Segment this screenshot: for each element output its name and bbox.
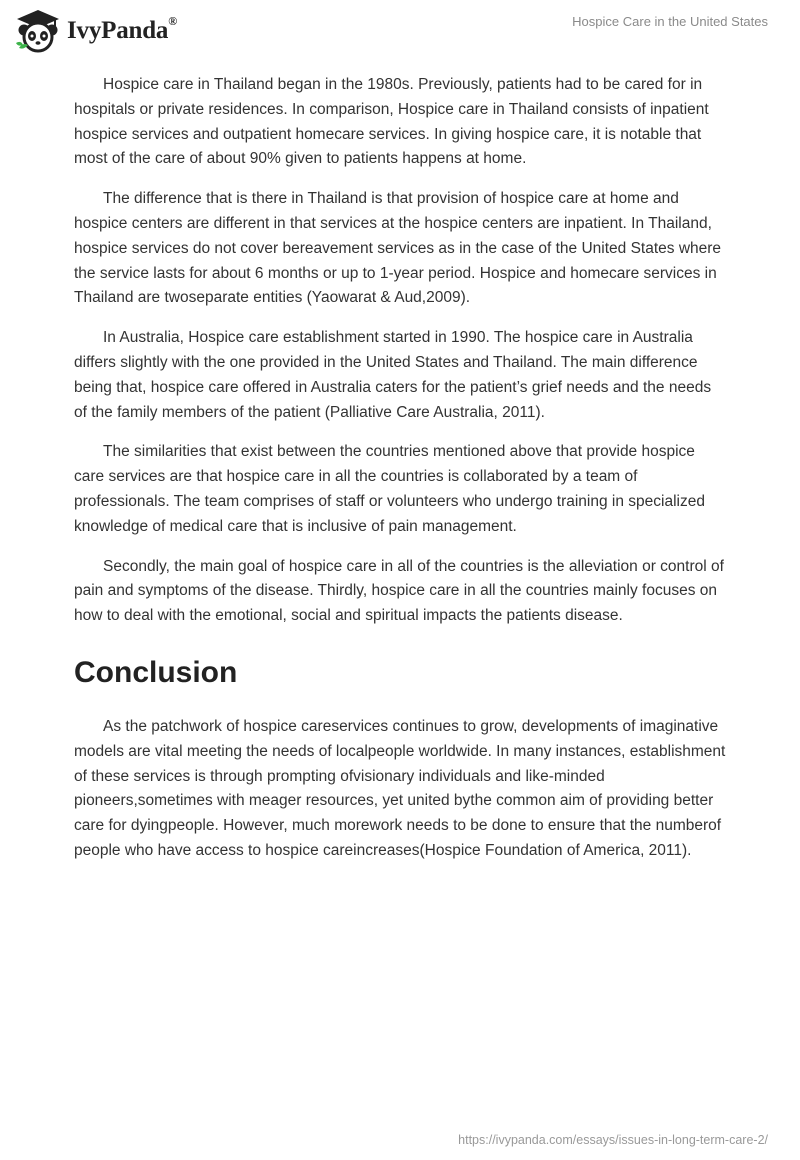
page-header [0,0,800,60]
brand-name: IvyPanda® [67,13,177,44]
conclusion-heading: Conclusion [74,655,238,689]
body-paragraph: Hospice care in Thailand began in the 1980s. Previously, patients had to be cared for in hospitals or private residences. In comparison, Hospice care in Thailand consists of inpatient hospice services and outpatient homecare services. In giving hospice care, it is notable that most of the care of about 90% given to patients happens at home. [74,76,709,168]
source-url[interactable]: https://ivypanda.com/essays/issues-in-long-term-care-2/ [458,1133,768,1147]
body-paragraph: The difference that is there in Thailand is that provision of hospice care at home and hospice centers are different in that services at the hospice centers are inpatient. In Thailand, hospice services do not cover bereavement services as in the case of the United States where the service lasts for about 6 months or up to 1-year period. Hospice and homecare services in Thailand are twoseparate entities (Yaowarat & Aud,2009). [74,190,722,307]
body-paragraph: The similarities that exist between the countries mentioned above that provide hospice care services are that hospice care in all the countries is collaborated by a team of professionals. The team comprises of staff or volunteers who undergo training in specialized knowledge of medical care that is inclusive of pain management. [74,443,705,535]
essay-body [74,73,726,879]
running-title: Hospice Care in the United States [572,14,768,29]
panda-graduation-cap-icon [15,8,61,54]
ivypanda-logo[interactable] [15,8,177,54]
conclusion-paragraph: As the patchwork of hospice careservices continues to grow, developments of imaginative models are vital meeting the needs of localpeople worldwide. In many instances, establishment of these services is through prompting ofvisionary individuals and like-minded pioneers,sometimes with meager resources, yet united bythe common aim of providing better care for dyingpeople. However, much morework needs to be done to ensure that the numberof people who have access to hospice careincreases(Hospice Foundation of America, 2011). [74,717,726,859]
body-paragraph: Secondly, the main goal of hospice care in all of the countries is the alleviation or control of pain and symptoms of the disease. Thirdly, hospice care in all the countries mainly focuses on how to deal with the emotional, social and spiritual impacts the patients disease. [74,557,724,625]
body-paragraph: In Australia, Hospice care establishment started in 1990. The hospice care in Australia differs slightly with the one provided in the United States and Thailand. The main difference being that, hospice care offered in Australia caters for the patient’s grief needs and the needs of the family members of the patient (Palliative Care Australia, 2011). [74,329,712,421]
